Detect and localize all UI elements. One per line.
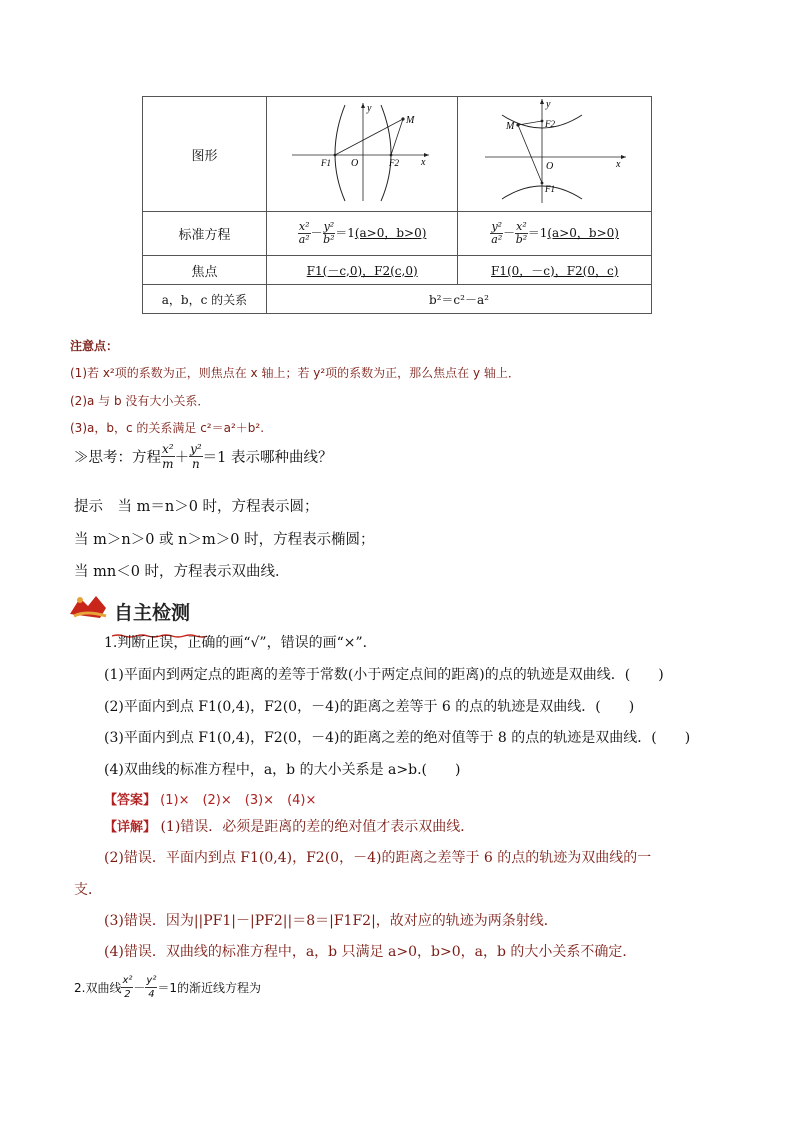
fig2-f1-label: F1 — [544, 184, 555, 194]
q2-frac-2: $\frac{\text{y²}}{4}$ — [146, 975, 157, 1000]
eq1-frac-1: $\frac{\text{x²}}{\text{a²}}$ — [298, 220, 310, 246]
note-1: (1)若 x²项的系数为正，则焦点在 x 轴上；若 y²项的系数为正，那么焦点在 y 轴上． — [70, 366, 520, 380]
focus-y-axis: F1(0，－c)，F2(0，c) — [458, 256, 652, 285]
row-label-relation: a，b，c 的关系 — [143, 285, 267, 314]
q1-detail-2a: (2)错误．平面内到点 F1(0,4)，F2(0，－4)的距离之差等于 6 的点的轨迹为双曲线的一 — [104, 850, 652, 866]
think-frac-1: $\frac{\text{x²}}{m}$ — [162, 442, 174, 471]
q1-statement-2: (2)平面内到点 F1(0,4)，F2(0，－4)的距离之差等于 6 的点的轨迹是双曲线．( ) — [104, 699, 635, 715]
fig2-f2-label: F2 — [544, 119, 555, 129]
eq1-condition: (a>0，b>0) — [354, 226, 427, 240]
q1-answer: 【答案】 (1)× (2)× (3)× (4)× — [104, 793, 317, 808]
figure-y-axis-hyperbola — [458, 97, 652, 212]
eq1-frac-2: $\frac{\text{y²}}{\text{b²}}$ — [323, 220, 335, 246]
q2-stem: 2.双曲线 $\frac{\text{x²}}{2}$ － $\frac{\text{y²}}{4}$ ＝1的渐近线方程为 — [74, 975, 261, 1000]
q1-detail-4: (4)错误．双曲线的标准方程中，a，b 只满足 a>0，b>0，a，b 的大小关系不确定． — [104, 944, 637, 960]
section-logo-icon — [66, 592, 112, 622]
eq2-frac-1: $\frac{\text{y²}}{\text{a²}}$ — [491, 220, 503, 246]
section-underline — [112, 623, 207, 627]
fig1-x-label: x — [421, 157, 426, 168]
row-label-equation: 标准方程 — [143, 212, 267, 256]
eq2-condition: (a>0，b>0) — [547, 226, 619, 240]
fig1-f2-label: F2 — [389, 158, 400, 168]
q1-statement-4: (4)双曲线的标准方程中，a，b 的大小关系是 a>b.( ) — [104, 762, 461, 778]
hyperbola-properties-table — [142, 96, 652, 314]
fig1-m-label: M — [406, 115, 415, 126]
note-3: (3)a，b，c 的关系满足 c²＝a²＋b². — [70, 421, 265, 435]
hyperbola-x-figure — [287, 97, 437, 207]
think-frac-2: $\frac{\text{y²}}{n}$ — [190, 442, 202, 471]
fig1-y-label: y — [367, 103, 372, 114]
equation-x-axis: $\frac{\text{x²}}{\text{a²}}$ － $\frac{\text{y²}}{\text{b²}}$ ＝1(a>0，b>0) — [266, 212, 458, 256]
q2-frac-1: $\frac{\text{x²}}{2}$ — [122, 975, 133, 1000]
fig2-origin-label: O — [545, 161, 553, 172]
fig1-origin-label: O — [351, 158, 359, 169]
fig1-f1-label: F1 — [321, 158, 332, 168]
hyperbola-y-figure — [480, 97, 630, 207]
eq2-frac-2: $\frac{\text{x²}}{\text{b²}}$ — [515, 220, 528, 246]
fig2-x-label: x — [615, 159, 621, 170]
think-hint-3: 当 mn＜0 时，方程表示双曲线． — [74, 564, 290, 580]
focus-x-axis: F1(－c,0)，F2(c,0) — [266, 256, 458, 285]
q1-detail-2b: 支． — [74, 882, 102, 898]
note-2: (2)a 与 b 没有大小关系． — [70, 394, 210, 408]
think-hint-1: 提示 当 m＝n＞0 时，方程表示圆； — [74, 499, 319, 515]
row-label-figure: 图形 — [143, 97, 267, 212]
equation-y-axis: $\frac{\text{y²}}{\text{a²}}$ － $\frac{\text{x²}}{\text{b²}}$ ＝1(a>0，b>0) — [458, 212, 652, 256]
fig2-y-label: y — [545, 99, 551, 110]
q1-statement-1: (1)平面内到两定点的距离的差等于常数(小于两定点间的距离)的点的轨迹是双曲线．( ) — [104, 667, 664, 683]
think-question: ≫思考：方程 $\frac{\text{x²}}{m}$ ＋ $\frac{\text{y²}}{n}$ ＝1 表示哪种曲线？ — [74, 442, 333, 471]
row-label-focus: 焦点 — [143, 256, 267, 285]
fig2-m-label: M — [505, 121, 515, 132]
figure-x-axis-hyperbola — [266, 97, 458, 212]
think-hint-2: 当 m＞n＞0 或 n＞m＞0 时，方程表示椭圆； — [74, 532, 375, 548]
section-title: 自主检测 — [114, 602, 191, 624]
q1-detail-1: 【详解】 (1)错误．必须是距离的差的绝对值才表示双曲线． — [104, 819, 475, 835]
q1-statement-3: (3)平面内到点 F1(0,4)，F2(0，－4)的距离之差的绝对值等于 8 的点的轨迹是双曲线．( ) — [104, 730, 691, 746]
notes-title: 注意点： — [70, 339, 119, 353]
q1-detail-3: (3)错误．因为||PF1|－|PF2||＝8＝|F1F2|，故对应的轨迹为两条射线． — [104, 913, 558, 929]
relation-value: b²＝c²－a² — [266, 285, 651, 314]
q1-stem: 1.判断正误，正确的画“√”，错误的画“×”． — [104, 635, 377, 651]
